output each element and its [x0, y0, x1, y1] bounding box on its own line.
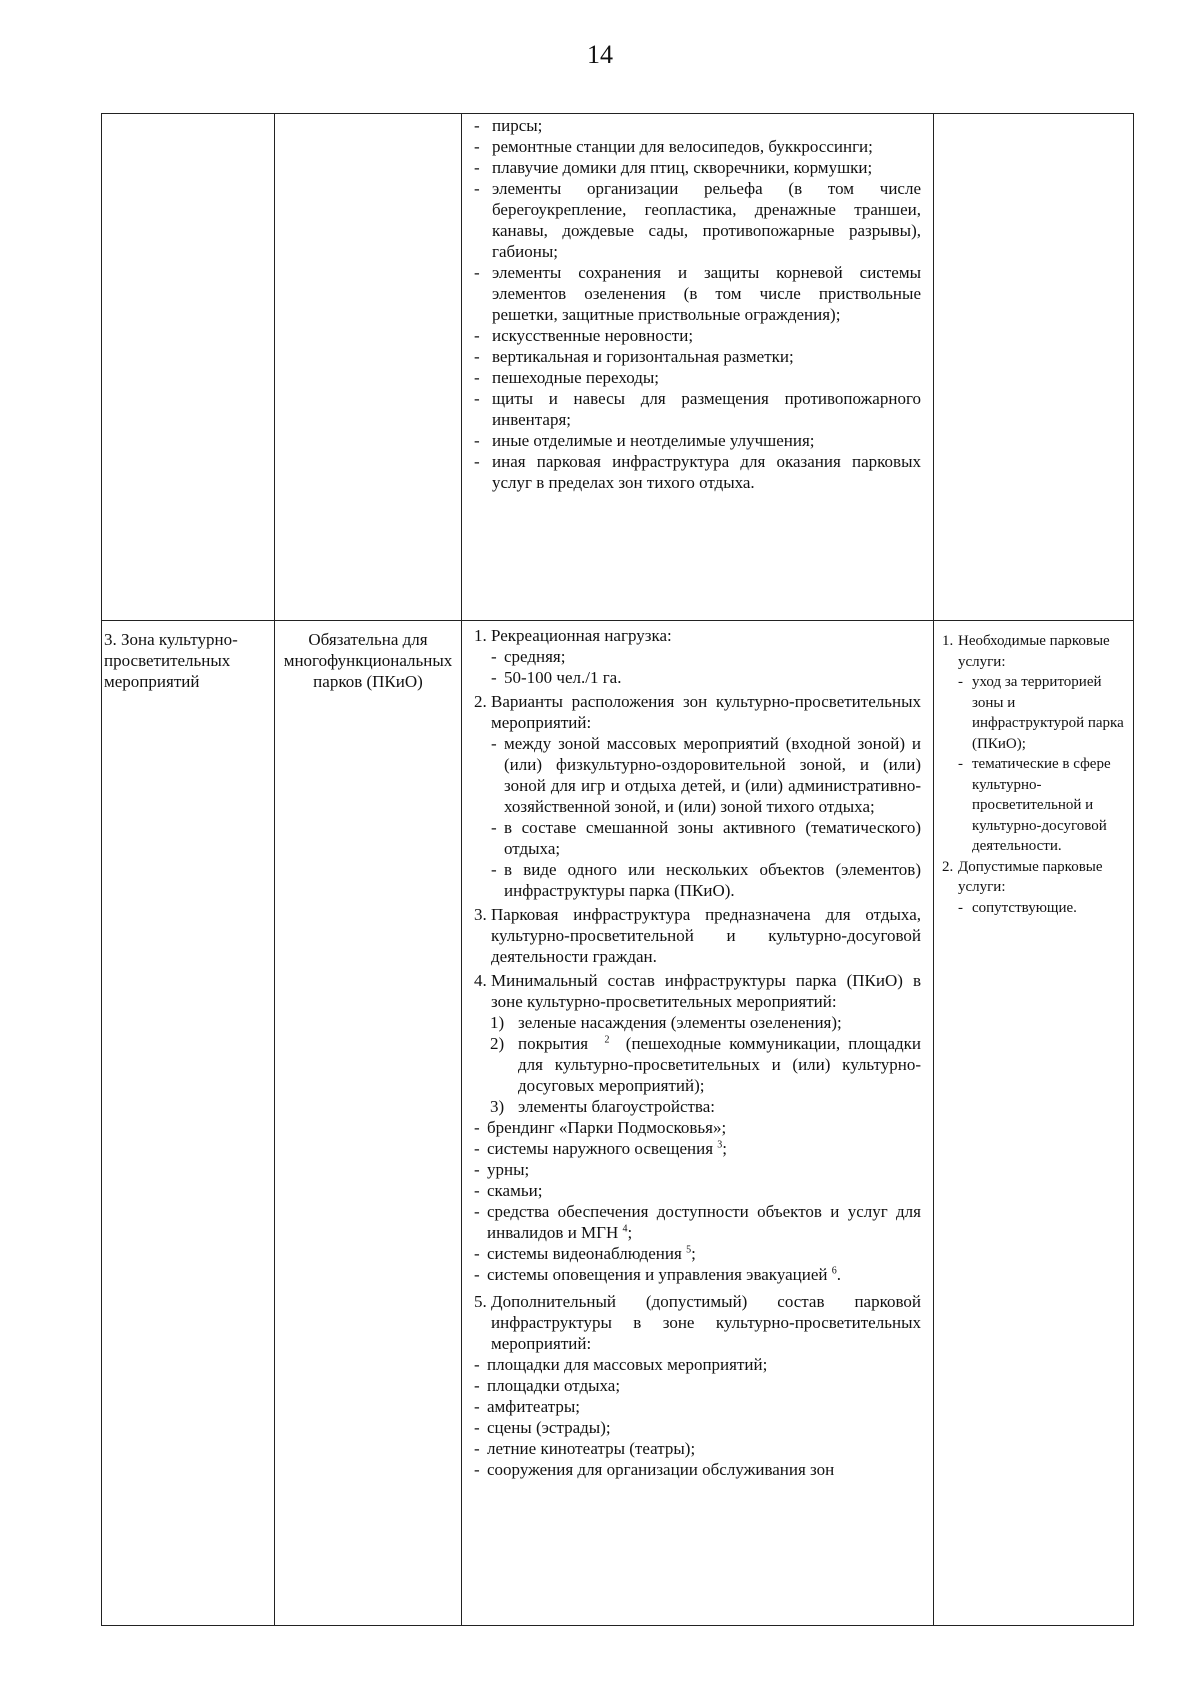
status-cell-empty: [275, 114, 462, 621]
section-infrastructure-purpose: 3. Парковая инфраструктура предназначена для отдыха, культурно-просветительной и культурно-досуговой деятельности граждан.: [474, 905, 921, 966]
table-row: [102, 621, 1134, 1626]
list-item: - площадки для массовых мероприятий;: [474, 1355, 768, 1374]
list-item: - урны;: [474, 1160, 530, 1179]
list-item: - летние кинотеатры (театры);: [474, 1439, 696, 1458]
list-item: - скамьи;: [474, 1181, 543, 1200]
list-item: - уход за территорией зоны и инфраструктурой парка (ПКиО);: [958, 674, 1124, 752]
list-item: - иная парковая инфраструктура для оказания парковых услуг в пределах зон тихого отдыха.: [474, 452, 921, 492]
list-item: - между зоной массовых мероприятий (входной зоной) и (или) физкультурно-оздоровительной зоной, и (или) зоной для игр и отдыха детей, и (или) административно-хозяйственной зоной, и (или) зоной тихого отдыха;: [491, 734, 921, 816]
list-item: 3) элементы благоустройства:: [490, 1097, 716, 1116]
requirements-table: [101, 113, 1134, 1626]
list-item: - искусственные неровности;: [474, 326, 694, 345]
services-cell-empty: [934, 114, 1134, 621]
list-item: 2) покрытия $^2$ (пешеходные коммуникации, площадки для культурно-просветительных и (или) культурно-досуговых мероприятий);: [490, 1034, 921, 1095]
list-item: - площадки отдыха;: [474, 1376, 621, 1395]
list-item: - сопутствующие.: [958, 899, 1077, 916]
list-item: - 50-100 чел./1 га.: [491, 668, 622, 687]
list-item: - пирсы;: [474, 116, 543, 135]
list-item: - тематические в сфере культурно-просветительной и культурно-досуговой деятельности.: [958, 756, 1111, 854]
section-minimal-composition: 4. Минимальный состав инфраструктуры парка (ПКиО) в зоне культурно-просветительных мероприятий:: [474, 971, 921, 1011]
zone-name: 3. Зона культурно-просветительных мероприятий: [102, 621, 275, 1626]
list-item: - сцены (эстрады);: [474, 1418, 611, 1437]
zone-status: Обязательна для многофункциональных парков (ПКиО): [275, 621, 462, 1626]
list-item: - системы оповещения и управления эвакуацией $^6$.: [474, 1265, 841, 1284]
section-additional-composition: 5. Дополнительный (допустимый) состав парковой инфраструктуры в зоне культурно-просветительных мероприятий:: [474, 1292, 921, 1353]
list-item: - пешеходные переходы;: [474, 368, 660, 387]
list-item: - в составе смешанной зоны активного (тематического) отдыха;: [491, 818, 921, 858]
list-item: - брендинг «Парки Подмосковья»;: [474, 1118, 727, 1137]
list-item: - щиты и навесы для размещения противопожарного инвентаря;: [474, 389, 921, 429]
list-item: 1) зеленые насаждения (элементы озеленения);: [490, 1013, 842, 1032]
section-required-services: 1. Необходимые парковые услуги:: [942, 633, 1110, 670]
list-item: - средства обеспечения доступности объектов и услуг для инвалидов и МГН $^4$;: [474, 1202, 921, 1242]
page-number: 14: [587, 40, 613, 69]
list-item: - иные отделимые и неотделимые улучшения;: [474, 431, 815, 450]
zone-cell-empty: [102, 114, 275, 621]
list-item: - амфитеатры;: [474, 1397, 580, 1416]
list-item: - средняя;: [491, 647, 566, 666]
list-item: - элементы организации рельефа (в том числе берегоукрепление, геопластика, дренажные траншеи, канавы, дождевые сады, противопожарные разрывы), габионы;: [474, 179, 921, 261]
list-item: - в виде одного или нескольких объектов (элементов) инфраструктуры парка (ПКиО).: [491, 860, 921, 900]
section-allowed-services: 2. Допустимые парковые услуги:: [942, 858, 1103, 895]
list-item: - ремонтные станции для велосипедов, буккроссинги;: [474, 137, 873, 156]
list-item: - плавучие домики для птиц, скворечники, кормушки;: [474, 158, 873, 177]
list-item: - системы наружного освещения $^3$;: [474, 1139, 728, 1158]
list-item: - сооружения для организации обслуживания зон: [474, 1460, 835, 1479]
section-placement-options: 2. Варианты расположения зон культурно-просветительных мероприятий:: [474, 692, 921, 732]
section-recreational-load: 1. Рекреационная нагрузка:: [474, 626, 672, 645]
services-cell: [934, 621, 1134, 1626]
list-item: - системы видеонаблюдения $^5$;: [474, 1244, 696, 1263]
infrastructure-cell: [462, 114, 934, 621]
list-item: - элементы сохранения и защиты корневой системы элементов озеленения (в том числе приствольные решетки, защитные приствольные ограждения);: [474, 263, 921, 324]
infrastructure-cell: [462, 621, 934, 1626]
list-item: - вертикальная и горизонтальная разметки;: [474, 347, 794, 366]
table-row: [102, 114, 1134, 621]
